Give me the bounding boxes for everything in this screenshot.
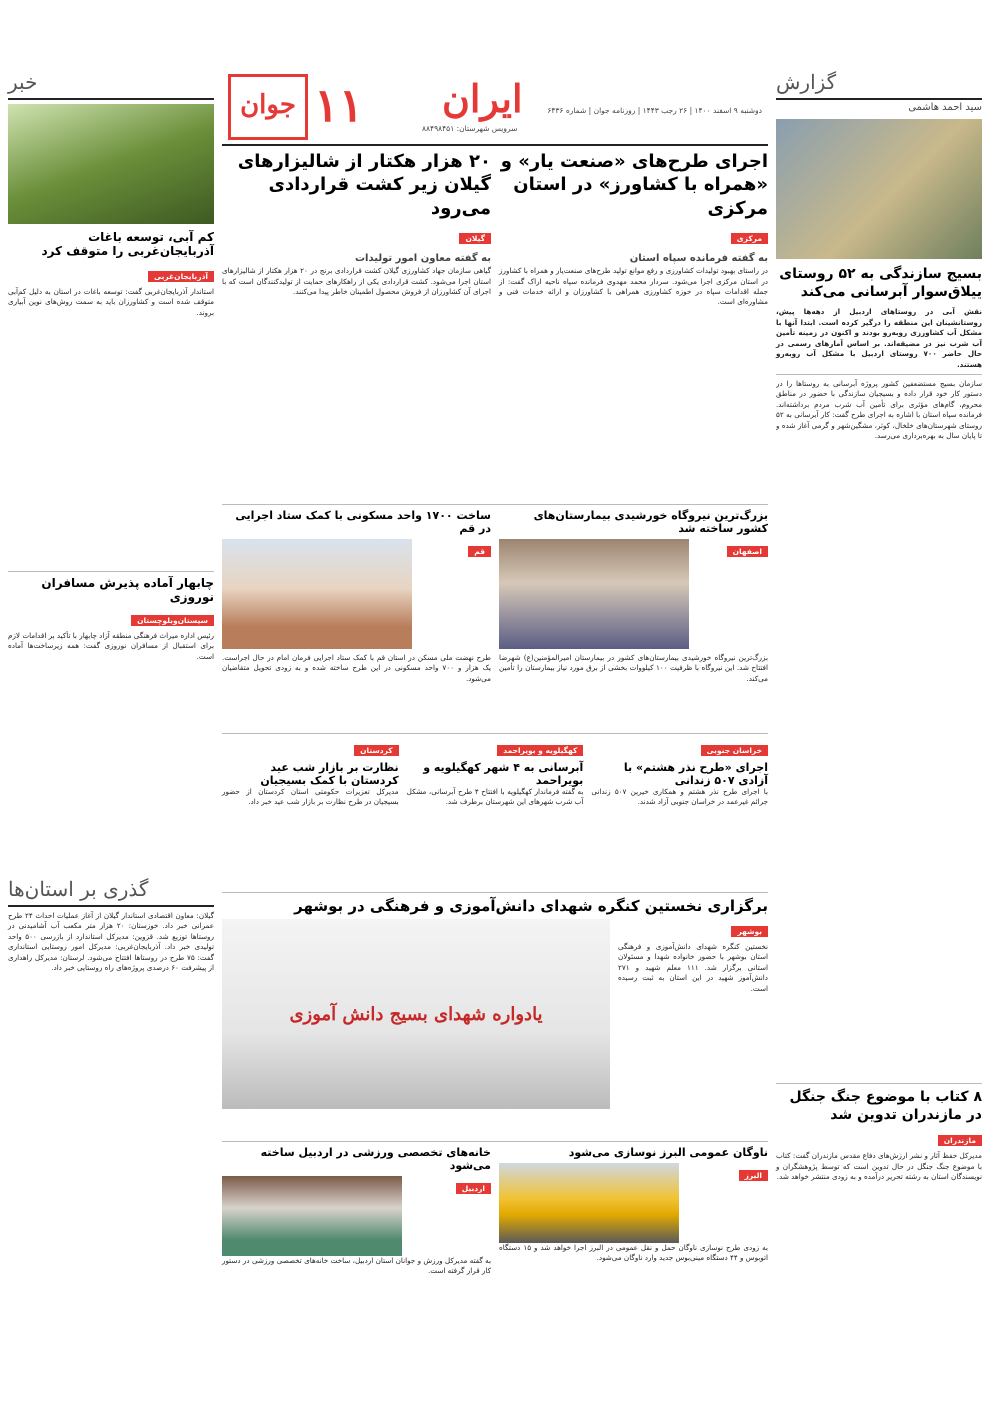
buses-photo xyxy=(499,1163,679,1243)
story-gilan xyxy=(222,150,491,500)
section-news: خبر xyxy=(8,70,214,100)
tag: اصفهان xyxy=(727,546,768,557)
headline: اجرای «طرح نذر هشتم» با آزادی ۵۰۷ زندانی xyxy=(623,761,768,787)
story-isfahan xyxy=(499,509,768,729)
body: به زودی طرح نوسازی ناوگان حمل و نقل عمومی در البرز اجرا خواهد شد و ۱۵ دستگاه اتوبوس و ۴۴ دستگاه مینی‌بوس جدید وارد ناوگان می‌شود. xyxy=(499,1243,769,1263)
lead: نقش آبی در روستاهای اردبیل از دهه‌ها پیش، روستانشینان این منطقه را درگیر کرده است. ابتدا آنها با مشکل آب کشاورزی روبه‌رو بودند و اکنون در زمینه تأمین آب شرب نیز در مضیقه‌اند. بر اساس آمارهای رسمی در حال حاضر ۷۰۰ روستای اردبیل با مشکل آب روبه‌رو هستند. xyxy=(776,307,982,369)
body: با اجرای طرح نذر هشتم و همکاری خیرین ۵۰۷ زندانی جرائم غیرعمد در خراسان جنوبی آزاد شدند. xyxy=(591,787,768,807)
orchard-photo xyxy=(8,104,214,224)
tag: خراسان جنوبی xyxy=(701,745,768,756)
story-qom xyxy=(222,509,491,729)
story-markazi xyxy=(499,150,768,500)
phone-line: سرویس شهرستان: ۸۸۴۹۸۴۵۱ xyxy=(422,124,518,133)
section-provinces: گذری بر استان‌ها xyxy=(8,877,214,907)
story-alborz xyxy=(499,1146,768,1277)
gym-photo xyxy=(222,1176,402,1256)
reporter: به گفته فرمانده سپاه استان xyxy=(629,253,768,265)
right-column xyxy=(776,70,982,1406)
body-2: رئیس اداره میراث فرهنگی منطقه آزاد چابهار با تأکید بر اقدامات لازم برای استقبال از مسافران نوروزی گفت: همه زیرساخت‌ها آماده است. xyxy=(8,631,214,661)
story-bushehr xyxy=(222,897,768,1137)
excavator-photo xyxy=(776,119,982,259)
tag: البرز xyxy=(739,1170,768,1181)
headline-1: کم آبی، توسعه باغات آذربایجان‌غربی را متوقف کرد xyxy=(41,230,214,258)
tag: گیلان xyxy=(459,233,491,244)
tag: بوشهر xyxy=(731,926,768,937)
left-column xyxy=(8,70,214,1406)
tag: اردبیل xyxy=(456,1183,491,1194)
body: به گفته مدیرکل ورزش و جوانان استان اردبیل، ساخت خانه‌های تخصصی ورزشی در دستور کار قرار گرفته است. xyxy=(222,1256,491,1276)
story-khorasan xyxy=(591,738,768,888)
logo-iran: ایران xyxy=(442,76,523,121)
hospital-photo xyxy=(499,539,689,649)
body: گیاهی سازمان جهاد کشاورزی گیلان کشت قراردادی برنج در ۲۰ هزار هکتار از شالیزارهای استان اجرا می‌شود. کشت قراردادی یکی از راهکارهای حمایت از تولیدکنندگان است که با اجرای آن کشاورزان از فروش محصول اطمینان خاطر پیدا می‌کنند. xyxy=(222,266,492,297)
section-report: گزارش xyxy=(776,70,982,100)
headline: بسیج سازندگی به ۵۲ روستای ییلاق‌سوار آبرسانی می‌کند xyxy=(779,266,982,301)
body: بزرگ‌ترین نیروگاه خورشیدی بیمارستان‌های کشور در بیمارستان امیرالمؤمنین(ع) شهرضا افتتاح شد. این نیروگاه با ظرفیت ۱۰۰ کیلووات بخشی از برق مورد نیاز بیمارستان را تأمین می‌کند. xyxy=(499,653,768,683)
headline-2: چابهار آماده پذیرش مسافران نوروزی xyxy=(41,576,214,604)
tag-2: سیستان‌وبلوچستان xyxy=(131,615,214,626)
story-kohgiluyeh xyxy=(407,738,584,888)
tag: کهگیلویه و بویراحمد xyxy=(497,745,583,756)
headline: اجرای طرح‌های «صنعت یار» و «همراه با کشاورز» در استان مرکزی xyxy=(500,151,768,219)
dateline: دوشنبه ۹ اسفند ۱۴۰۰ | ۲۶ رجب ۱۴۴۳ | روزنامه جوان | شماره ۶۴۳۶ xyxy=(547,106,762,115)
tag: کردستان xyxy=(354,745,399,756)
page-number: ۱۱ xyxy=(314,78,364,132)
headline: ناوگان عمومی البرز نوسازی می‌شود xyxy=(568,1146,768,1159)
story-ardabil xyxy=(222,1146,491,1277)
body: طرح نهضت ملی مسکن در استان قم با کمک ستاد اجرایی فرمان امام در حال اجراست. یک هزار و ۷۰۰ واحد مسکونی در این طرح ساخته شده و به زودی تحویل متقاضیان می‌شود. xyxy=(222,653,492,683)
headline: نظارت بر بازار شب عید کردستان با کمک بسیجیان xyxy=(260,761,399,787)
body: نخستین کنگره شهدای دانش‌آموزی و فرهنگی استان بوشهر با حضور خانواده شهدا و مسئولان استانی برگزار شد. ۱۱۱ معلم شهید و ۲۷۱ دانش‌آموز شهید در این استان به ثبت رسیده است. xyxy=(618,942,768,993)
headline: ۲۰ هزار هکتار از شالیزارهای گیلان زیر کشت قراردادی می‌رود xyxy=(237,151,491,219)
briefs: گیلان: معاون اقتصادی استاندار گیلان از آغاز عملیات احداث ۲۴ طرح عمرانی خبر داد. خوزستان: ۲۰ هزار متر مکعب آب آشامیدنی در روستاها توزیع شد. قزوین: مدیرکل استاندارد از بازرسی ۵۰۰ واحد تولیدی خبر داد. آذربایجان‌غربی: مدیرکل امور روستایی استانداری گفت: ۷۵ طرح در روستاها افتتاح می‌شود. لرستان: مدیرکل راهداری از پیشرفت ۶۰ درصدی پروژه‌های راه روستایی خبر داد. xyxy=(8,911,214,973)
tag-1: آذربایجان‌غربی xyxy=(148,271,214,282)
masthead xyxy=(222,70,768,146)
headline: خانه‌های تخصصی ورزشی در اردبیل ساخته می‌شود xyxy=(260,1146,491,1172)
sub-headline: ۸ کتاب با موضوع جنگ جنگل در مازندران تدوین شد xyxy=(789,1089,982,1124)
tag-mazandaran: مازندران xyxy=(938,1135,982,1146)
body: به گفته فرماندار کهگیلویه با افتتاح ۴ طرح آبرسانی، مشکل آب شرب شهرهای این شهرستان برطرف شد. xyxy=(406,787,584,807)
body-1: استاندار آذربایجان‌غربی گفت: توسعه باغات در استان به دلیل کم‌آبی متوقف شده است و کشاورزان باید به سمت روش‌های نوین آبیاری بروند. xyxy=(8,287,214,317)
housing-photo xyxy=(222,539,412,649)
tag: مرکزی xyxy=(731,233,768,244)
reporter: به گفته معاون امور تولیدات xyxy=(354,253,491,265)
tag: قم xyxy=(468,546,491,557)
byline: سید احمد هاشمی xyxy=(908,102,982,113)
headline: برگزاری نخستین کنگره شهدای دانش‌آموزی و فرهنگی در بوشهر xyxy=(294,897,768,915)
body: مدیرکل تعزیرات حکومتی استان کردستان از حضور بسیجیان در طرح نظارت بر بازار شب عید خبر داد. xyxy=(221,787,399,807)
sub-body: مدیرکل حفظ آثار و نشر ارزش‌های دفاع مقدس مازندران گفت: کتاب با موضوع جنگ جنگل در حال تدوین است که توسط پژوهشگران و نویسندگان استان به رشته تحریر درآمده و به زودی منتشر خواهد شد. xyxy=(776,1151,982,1182)
headline: بزرگ‌ترین نیروگاه خورشیدی بیمارستان‌های کشور ساخته شد xyxy=(533,509,768,535)
article-body: سازمان بسیج مستضعفین کشور پروژه آبرسانی به روستاها را در دستور کار خود قرار داده و بسیجیان سازندگی با حضور در مناطق محروم، گام‌های مؤثری برای تأمین آب شرب مردم برداشته‌اند. فرمانده سپاه استان با اشاره به اجرای طرح گفت: کار آبرسانی به ۵۲ روستای شهرستان‌های خلخال، کوثر، مشگین‌شهر و گرمی آغاز شده و تا پایان سال به بهره‌برداری می‌رسد. xyxy=(776,379,982,441)
headline: آبرسانی به ۴ شهر کهگیلویه و بویراحمد xyxy=(423,761,584,787)
logo-javan: جوان xyxy=(228,74,308,140)
main-column xyxy=(222,150,768,1406)
headline: ساخت ۱۷۰۰ واحد مسکونی با کمک ستاد اجرایی در قم xyxy=(235,509,491,535)
body: در راستای بهبود تولیدات کشاورزی و رفع موانع تولید طرح‌های صنعت‌یار و همراه با کشاورز در استان مرکزی اجرا می‌شود. سردار محمد مهدوی فرمانده سپاه ناحیه اراک گفت: از جمله اقدامات سپاه در حوزه کشاورزی همراهی با کشاورزان و ارائه خدمات فنی و مشاوره‌ای است. xyxy=(499,266,768,307)
story-kurdistan xyxy=(222,738,399,888)
banner-text: یادواره شهدای بسیج دانش آموزی xyxy=(289,1003,543,1025)
congress-banner-photo xyxy=(222,919,610,1109)
